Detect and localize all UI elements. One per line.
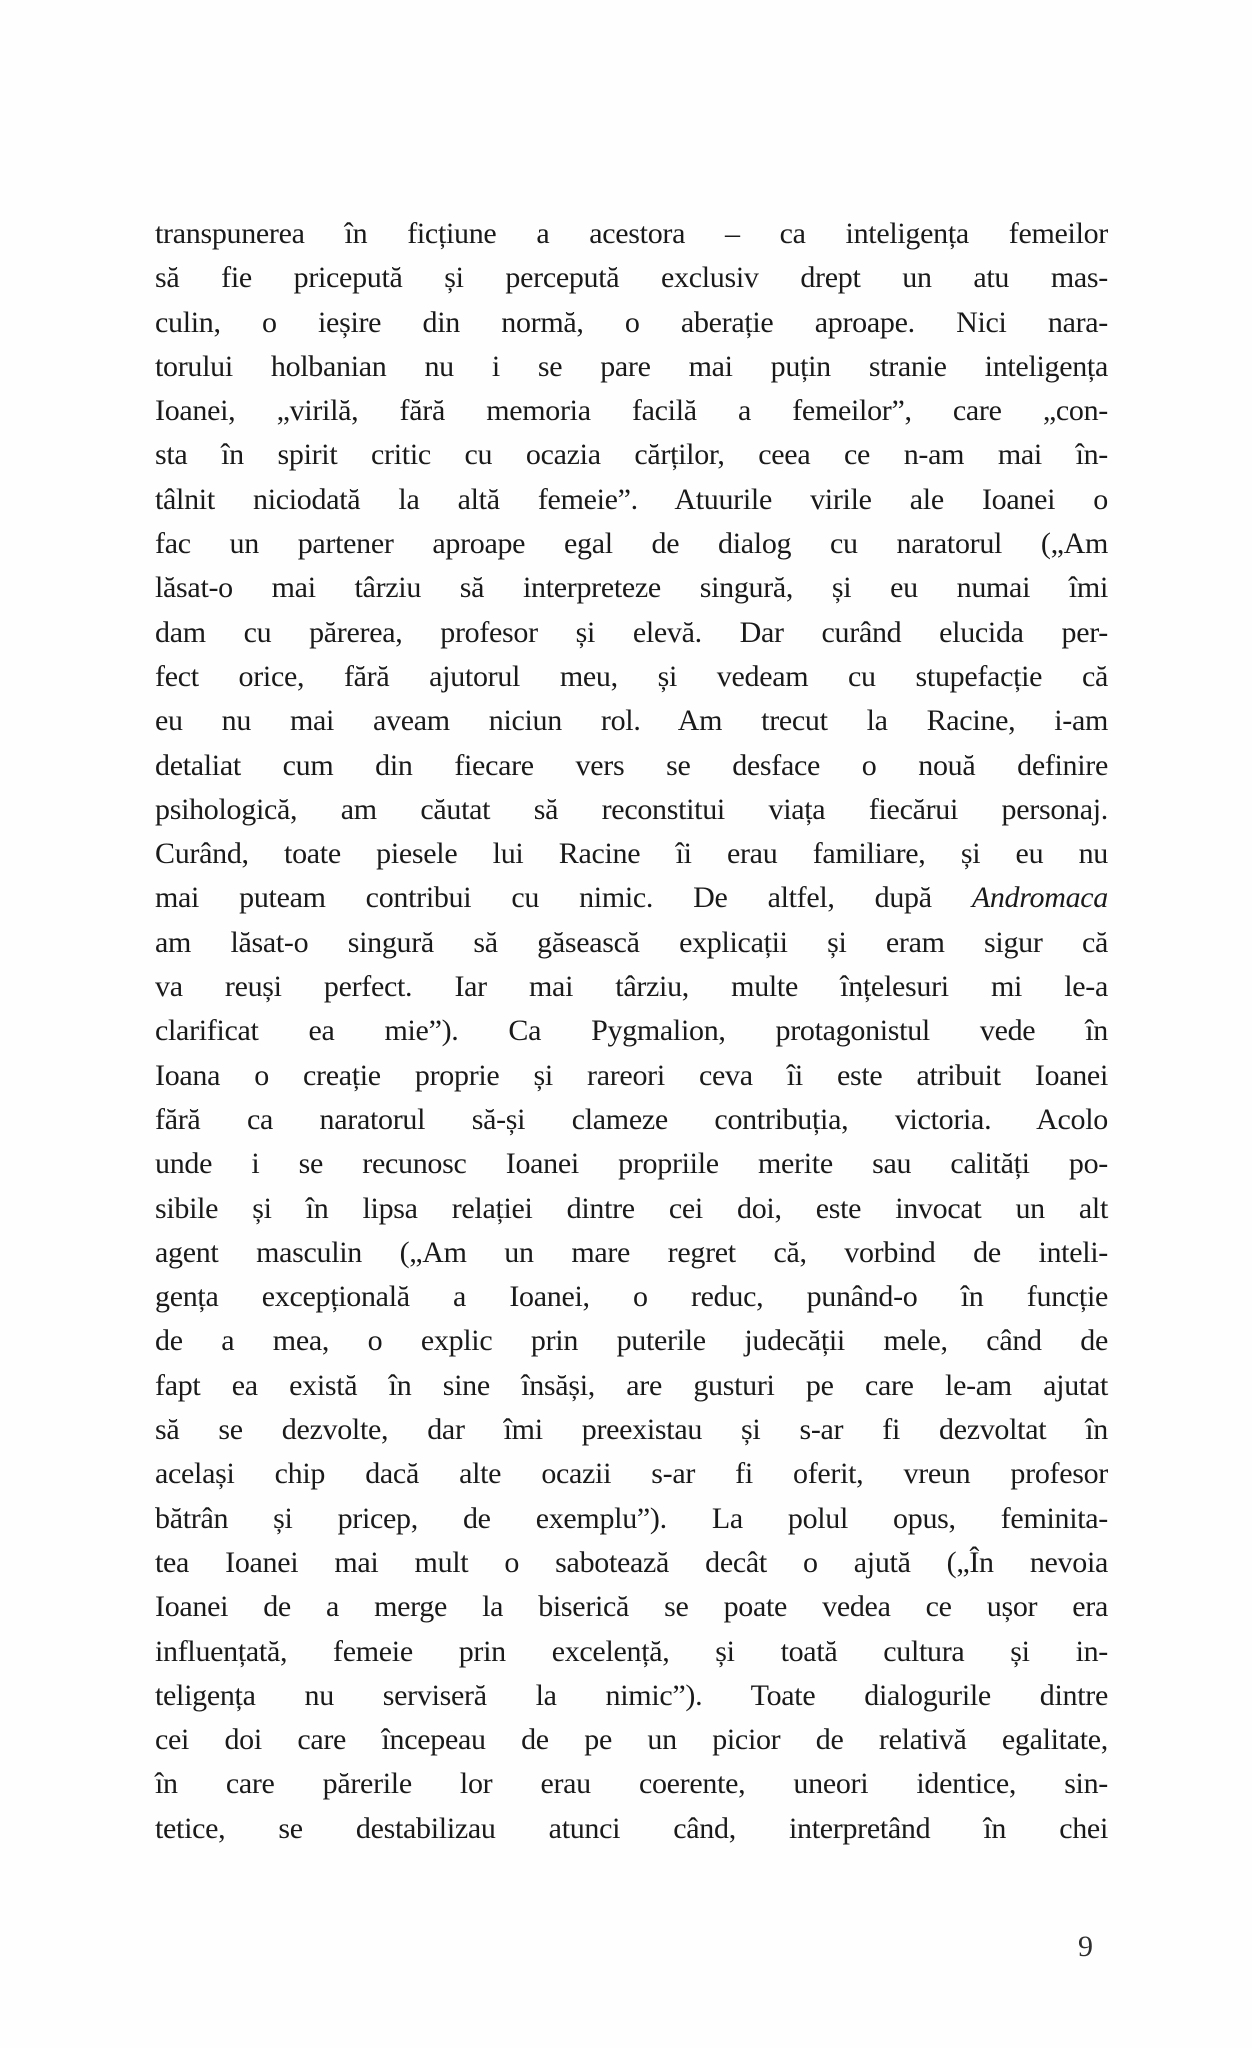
text-segment: de a mea, o explic prin puterile judecății mele, când de bbox=[155, 1324, 1108, 1358]
text-segment: fără ca naratorul să-și clameze contribuția, victoria. Acolo bbox=[155, 1102, 1108, 1136]
text-segment: va reuși perfect. Iar mai târziu, multe înțelesuri mi le-a bbox=[155, 970, 1108, 1004]
text-segment: fapt ea există în sine însăși, are gusturi pe care le-am ajutat bbox=[155, 1368, 1108, 1402]
text-segment: să se dezvolte, dar îmi preexistau și s-ar fi dezvoltat în bbox=[155, 1413, 1108, 1447]
text-line bbox=[155, 1585, 1108, 1629]
text-segment: fect orice, fără ajutorul meu, și vedeam cu stupefacție că bbox=[155, 659, 1108, 693]
text-line bbox=[155, 1364, 1108, 1408]
text-line bbox=[155, 212, 1108, 256]
text-line bbox=[155, 478, 1108, 522]
text-segment: bătrân și pricep, de exemplu”). La polul opus, feminita- bbox=[155, 1501, 1108, 1535]
text-segment: torului holbanian nu i se pare mai puțin stranie inteligența bbox=[155, 349, 1108, 383]
text-line bbox=[155, 301, 1108, 345]
text-line bbox=[155, 1275, 1108, 1319]
text-segment: în care părerile lor erau coerente, uneori identice, sin- bbox=[155, 1767, 1108, 1801]
text-segment: Ioanei de a merge la biserică se poate vedea ce ușor era bbox=[155, 1590, 1108, 1624]
text-segment: Curând, toate piesele lui Racine îi erau familiare, și eu nu bbox=[155, 837, 1108, 871]
text-segment: clarificat ea mie”). Ca Pygmalion, protagonistul vede în bbox=[155, 1014, 1108, 1048]
text-line bbox=[155, 1319, 1108, 1363]
text-line bbox=[155, 1630, 1108, 1674]
text-line bbox=[155, 921, 1108, 965]
text-line bbox=[155, 1497, 1108, 1541]
text-segment: psihologică, am căutat să reconstitui viața fiecărui personaj. bbox=[155, 792, 1108, 826]
text-segment: lăsat-o mai târziu să interpreteze singură, și eu numai îmi bbox=[155, 571, 1108, 605]
page-text bbox=[155, 212, 1108, 1851]
text-line bbox=[155, 1009, 1108, 1053]
text-segment: influențată, femeie prin excelență, și toată cultura și in- bbox=[155, 1634, 1108, 1668]
text-line bbox=[155, 655, 1108, 699]
text-line bbox=[155, 1674, 1108, 1718]
italic-text-segment: Andromaca bbox=[971, 881, 1108, 915]
text-segment: sta în spirit critic cu ocazia cărților, ceea ce n-am mai în- bbox=[155, 438, 1108, 472]
text-segment: agent masculin („Am un mare regret că, vorbind de inteli- bbox=[155, 1235, 1108, 1269]
text-line bbox=[155, 1054, 1108, 1098]
text-segment: tetice, se destabilizau atunci când, interpretând în chei bbox=[155, 1811, 1108, 1845]
text-line bbox=[155, 832, 1108, 876]
text-segment: culin, o ieșire din normă, o aberație aproape. Nici nara- bbox=[155, 305, 1108, 339]
text-segment: același chip dacă alte ocazii s-ar fi oferit, vreun profesor bbox=[155, 1457, 1108, 1491]
text-segment: am lăsat-o singură să găsească explicații și eram sigur că bbox=[155, 925, 1108, 959]
text-line bbox=[155, 256, 1108, 300]
text-line bbox=[155, 1142, 1108, 1186]
text-segment: fac un partener aproape egal de dialog cu naratorul („Am bbox=[155, 527, 1108, 561]
text-segment: Ioana o creație proprie și rareori ceva îi este atribuit Ioanei bbox=[155, 1058, 1108, 1092]
text-segment: teligența nu serviseră la nimic”). Toate dialogurile dintre bbox=[155, 1678, 1108, 1712]
text-segment: Ioanei, „virilă, fără memoria facilă a femeilor”, care „con- bbox=[155, 394, 1108, 428]
text-line bbox=[155, 1408, 1108, 1452]
text-line bbox=[155, 699, 1108, 743]
text-segment: dam cu părerea, profesor și elevă. Dar curând elucida per- bbox=[155, 615, 1108, 649]
text-line bbox=[155, 788, 1108, 832]
text-line bbox=[155, 522, 1108, 566]
text-segment: tâlnit niciodată la altă femeie”. Atuurile virile ale Ioanei o bbox=[155, 482, 1108, 516]
text-line bbox=[155, 965, 1108, 1009]
text-segment: detaliat cum din fiecare vers se desface o nouă definire bbox=[155, 748, 1108, 782]
text-line bbox=[155, 1762, 1108, 1806]
text-line bbox=[155, 1452, 1108, 1496]
text-line bbox=[155, 389, 1108, 433]
text-segment: transpunerea în ficțiune a acestora – ca inteligența femeilor bbox=[155, 217, 1108, 250]
text-segment: eu nu mai aveam niciun rol. Am trecut la Racine, i-am bbox=[155, 704, 1108, 738]
text-line bbox=[155, 1718, 1108, 1762]
text-line bbox=[155, 1541, 1108, 1585]
text-segment: mai puteam contribui cu nimic. De altfel, după bbox=[155, 881, 972, 915]
page-number: 9 bbox=[1078, 1930, 1093, 1963]
text-segment: unde i se recunosc Ioanei propriile merite sau calități po- bbox=[155, 1147, 1108, 1181]
text-segment: tea Ioanei mai mult o sabotează decât o ajută („În nevoia bbox=[155, 1545, 1108, 1579]
text-segment: gența excepțională a Ioanei, o reduc, punând-o în funcție bbox=[155, 1280, 1108, 1314]
text-line bbox=[155, 1187, 1108, 1231]
text-line bbox=[155, 744, 1108, 788]
text-line bbox=[155, 566, 1108, 610]
text-segment: sibile și în lipsa relației dintre cei doi, este invocat un alt bbox=[155, 1191, 1108, 1225]
text-segment: cei doi care începeau de pe un picior de relativă egalitate, bbox=[155, 1723, 1108, 1757]
text-line bbox=[155, 433, 1108, 477]
text-segment: să fie pricepută și percepută exclusiv drept un atu mas- bbox=[155, 261, 1108, 295]
text-line bbox=[155, 1807, 1108, 1851]
text-line bbox=[155, 345, 1108, 389]
text-line bbox=[155, 611, 1108, 655]
text-line bbox=[155, 1231, 1108, 1275]
text-line bbox=[155, 1098, 1108, 1142]
text-line bbox=[155, 876, 1108, 920]
